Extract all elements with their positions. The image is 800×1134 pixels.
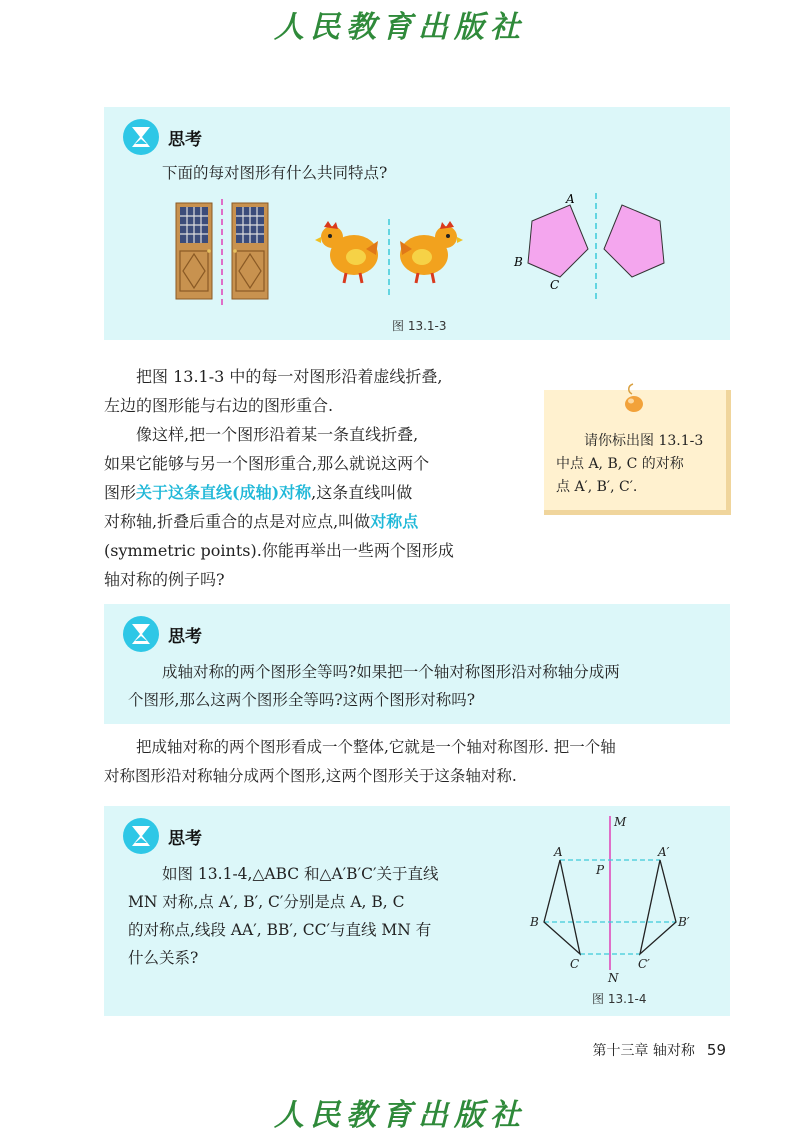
label-m: M [614,815,627,829]
box3-line2: MN 对称,点 A′, B′, C′分别是点 A, B, C [128,893,405,911]
box3-line1: 如图 13.1-4,△ABC 和△A′B′C′关于直线 [162,865,439,883]
para2-line3-pre: 图形 [104,483,137,502]
label-p: P [596,863,605,877]
para2-line2: 如果它能够与另一个图形重合,那么就说这两个 [104,454,430,473]
door-right [232,203,268,299]
chicken-right [400,221,463,283]
chapter-title: 第十三章 轴对称 [592,1043,695,1059]
triangle-a2b2c2 [640,860,676,954]
label-a-prime: A′ [658,845,670,859]
para3-line2: 对称图形沿对称轴分成两个图形,这两个图形关于这条轴对称. [104,767,517,785]
chicken-left [315,221,378,283]
label-b: B [530,915,539,929]
term-symmetric-points: 对称点 [370,512,419,531]
pushpin-icon [620,382,646,416]
note-line2: 中点 A, B, C 的对称 [556,456,684,472]
note-line1: 请你标出图 13.1-3 [584,433,704,449]
para2-line5: (symmetric points).你能再举出一些两个图形成 [104,541,454,560]
think-header [122,119,202,155]
box1-question: 下面的每对图形有什么共同特点? [162,164,388,182]
figure-13-1-4 [526,812,706,988]
para3-line1: 把成轴对称的两个图形看成一个整体,它就是一个轴对称图形. 把一个轴 [136,738,616,756]
doors-figure [170,199,274,305]
think-label: 思考 [168,626,202,647]
think-icon [122,615,160,653]
note-line3: 点 A′, B′, C′. [556,479,638,495]
para2-line3-post: ,这条直线叫做 [311,483,413,502]
think-label: 思考 [168,828,202,849]
label-c: C [550,278,560,292]
sticky-note [544,390,731,515]
pentagons-figure [510,193,680,303]
think-box-2 [104,604,730,724]
label-c-prime: C′ [638,957,650,971]
box3-line4: 什么关系? [128,949,199,967]
box2-line1: 成轴对称的两个图形全等吗?如果把一个轴对称图形沿对称轴分成两 [162,663,620,681]
chickens-figure [314,217,464,297]
box3-line3: 的对称点,线段 AA′, BB′, CC′与直线 MN 有 [128,921,432,939]
label-a: A [554,845,563,859]
think-icon [122,118,160,156]
box2-line2: 个图形,那么这两个图形全等吗?这两个图形对称吗? [128,691,476,709]
term-symmetric-about-line: 关于这条直线(成轴)对称 [136,483,312,502]
door-left [176,203,212,299]
para2-line6: 轴对称的例子吗? [104,570,225,589]
para1-line2: 左边的图形能与右边的图形重合. [104,396,334,415]
para2-line3 [104,478,412,507]
figure-caption-13-1-4: 图 13.1-4 [592,992,647,1006]
think-header [122,616,202,652]
page-footer [592,1040,726,1060]
label-b-prime: B′ [678,915,690,929]
label-a: A [566,193,575,206]
think-label: 思考 [168,129,202,150]
think-icon [122,817,160,855]
think-box-3 [104,806,730,1016]
page-number: 59 [706,1041,726,1059]
think-box-1 [104,107,730,340]
triangle-abc [544,860,580,954]
think-header [122,818,202,854]
label-n: N [608,971,619,985]
para2-line4-pre: 对称轴,折叠后重合的点是对应点,叫做 [104,512,371,531]
label-b: B [514,255,523,269]
para2-line1: 像这样,把一个图形沿着某一条直线折叠, [136,425,419,444]
para-1 [104,362,442,391]
publisher-footer: 人民教育出版社 [274,1098,526,1133]
pentagon-right [604,205,664,277]
figure-caption-13-1-3: 图 13.1-3 [392,319,447,333]
pentagon-left [528,205,588,277]
publisher-header: 人民教育出版社 [274,10,526,45]
label-c: C [570,957,580,971]
para2-line4 [104,507,418,536]
para1-line1: 把图 13.1-3 中的每一对图形沿着虚线折叠, [136,367,443,386]
